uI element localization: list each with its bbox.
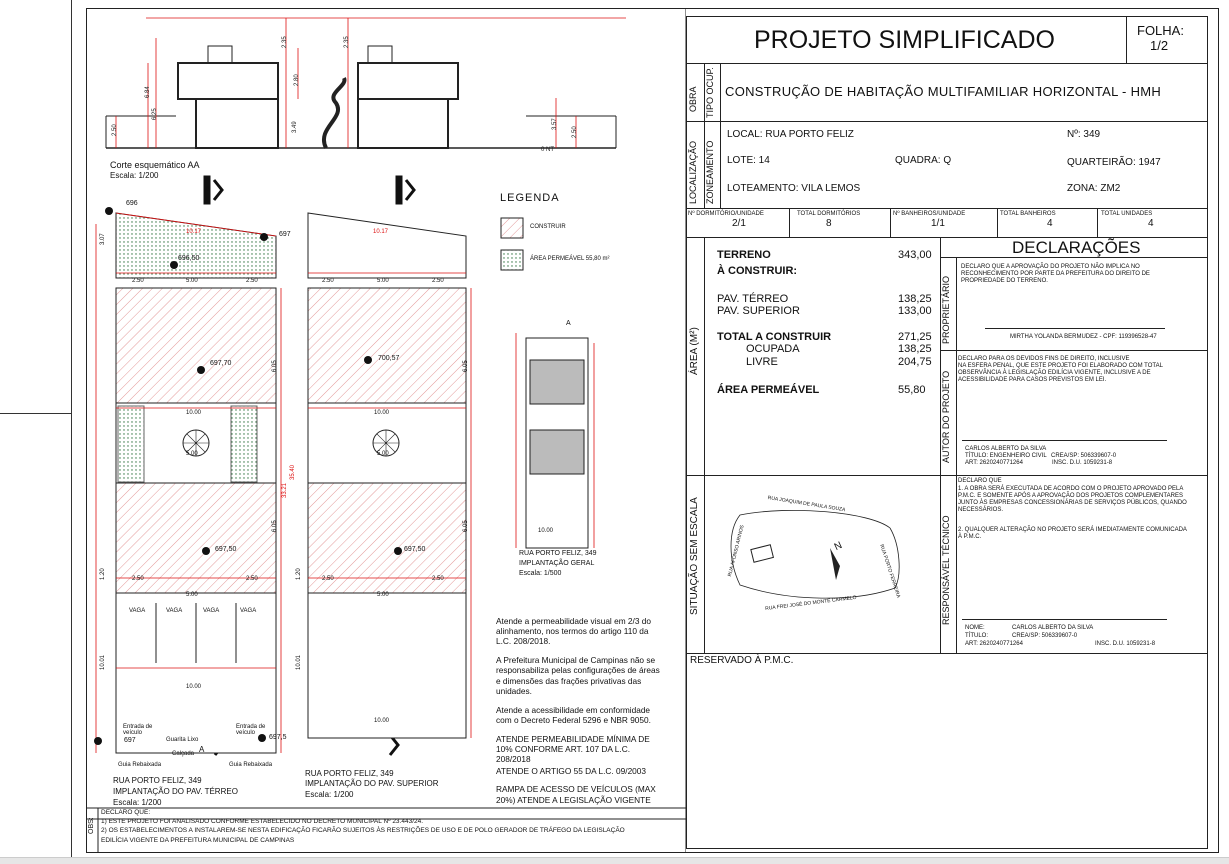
obs-line-3: EDILÍCIA VIGENTE DA PREFEITURA MUNICIPAL DE CAMPINAS [101, 837, 295, 844]
dim-1-20-a: 1.20 [100, 568, 106, 580]
declaracoes-side-divider [956, 257, 957, 653]
local-value: LOCAL: RUA PORTO FELIZ [727, 129, 854, 140]
dim-5-00-a: 5.00 [186, 278, 198, 284]
total-unid-label: TOTAL UNIDADES [1101, 211, 1153, 217]
ocupada-value: 138,25 [898, 343, 932, 355]
resp-titulo-label: TÍTULO: [965, 633, 989, 639]
level-700-57: 700,57 [378, 355, 400, 362]
dim-10-00-a: 10.00 [186, 410, 202, 416]
corte-title: Corte esquemático AA [110, 160, 200, 170]
dim-2-50-f: 2.50 [246, 576, 258, 582]
livre-label: LIVRE [746, 356, 778, 368]
dim-6-05-a: 6.05 [272, 360, 278, 372]
dorm-value: 2/1 [732, 218, 746, 229]
localizacao-label: LOCALIZAÇÃO [688, 140, 698, 204]
legend-swatch-construir [501, 218, 523, 238]
dim-2-50-c: 2.50 [322, 278, 334, 284]
folha-divider [1126, 16, 1127, 63]
section-drawing [106, 46, 616, 148]
superior-street: RUA PORTO FELIZ, 349 [305, 769, 394, 778]
street-left: RUA AFONSO ARINOS [727, 524, 746, 578]
total-banh-label: TOTAL BANHEIROS [1000, 211, 1056, 217]
resp-insc: INSC. D.U. 1059231-8 [1095, 641, 1156, 647]
dorm-label: Nº DORMITÓRIO/UNIDADE [688, 211, 764, 217]
autor-art: ART: 2620240771264 [965, 460, 1023, 466]
entrada-left: Entrada de veículo [123, 724, 153, 736]
dim-10-01-a: 10.01 [100, 654, 106, 670]
resp-text-3: P.M.C. E SOMENTE APÓS A APROVAÇÃO DOS PROJETOS COMPLEMENTARES [958, 493, 1183, 499]
dim-1-20-b: 1.20 [296, 568, 302, 580]
terreno-value: 343,00 [898, 249, 932, 261]
autor-insc: INSC. D.U. 1059231-8 [1052, 460, 1113, 466]
dim-33-21: 33.21 [282, 482, 288, 498]
autor-text-3: OBSERVÂNCIA À LEGISLAÇÃO EDILÍCIA VIGENTE, INCLUSIVE A DE [958, 370, 1151, 376]
entrada-right: Entrada de veículo [236, 724, 266, 736]
dim-5-00-c: 5.00 [186, 451, 198, 457]
note-5: ATENDE O ARTIGO 55 DA L.C. 09/2003 [496, 766, 647, 777]
terreno-label: TERRENO [717, 249, 771, 261]
dim-10-00-c: 10.00 [186, 684, 202, 690]
legend-construir-label: CONSTRUIR [530, 224, 566, 230]
dim-5-00-d: 5.00 [377, 451, 389, 457]
level-697: 697 [279, 231, 291, 238]
note-3: Atende a acessibilidade em conformidade com o Decreto Federal 5296 e NBR 9050. [496, 704, 651, 725]
guarita-label: Guarita Lixo [166, 737, 199, 743]
resp-text-7: À P.M.C. [958, 534, 982, 540]
ocupada-label: OCUPADA [746, 343, 800, 355]
sheet-left-margin-line [71, 0, 72, 858]
resp-label: RESPONSÁVEL TÉCNICO [941, 515, 951, 625]
section-marker-a-2: A [396, 185, 402, 194]
autor-label: AUTOR DO PROJETO [941, 370, 951, 463]
dim-5-00-f: 5.00 [377, 592, 389, 598]
svg-text:3.49: 3.49 [292, 121, 298, 133]
svg-text:6.25: 6.25 [152, 108, 158, 120]
note-4: ATENDE PERMEABILIDADE MÍNIMA DE 10% CONFORME ART. 107 DA L.C. 208/2018 [496, 733, 650, 765]
north-label: N [832, 540, 845, 554]
terreo-street: RUA PORTO FELIZ, 349 [113, 776, 202, 785]
level-697-50-terreo: 697,50 [215, 546, 237, 553]
dim-6-05-c: 6.05 [463, 360, 469, 372]
obs-label: OBS: [88, 817, 95, 834]
level-697-5: 697,5 [269, 734, 287, 741]
dim-2-50-b: 2.50 [246, 278, 258, 284]
numero-value: Nº: 349 [1067, 129, 1101, 140]
superior-plan [308, 213, 471, 738]
superior-scale: Escala: 1/200 [305, 790, 354, 799]
geral-plan [516, 333, 594, 548]
situacao-side-divider [704, 475, 705, 653]
resp-art: ART: 2620240771264 [965, 641, 1023, 647]
folha-value: 1/2 [1150, 38, 1169, 53]
pav-terreo-value: 138,25 [898, 293, 932, 305]
dim-10-00-e: 10.00 [538, 528, 554, 534]
dim-6-05-d: 6.05 [463, 520, 469, 532]
resp-nome-label: NOME: [965, 625, 985, 631]
vaga-1: VAGA [129, 608, 146, 614]
guia-left: Guia Rebaixada [118, 762, 162, 768]
autor-crea: CREA/SP: 506339607-0 [1051, 453, 1117, 459]
obs-line-2: 2) OS ESTABELECIMENTOS A INSTALAREM-SE NESTA EDIFICAÇÃO FICARÃO SUJEITOS ÀS RESTRIÇÕES DE USO E DE POLO GERADOR DE TRÁFEGO DA LEGISLAÇÃO [101, 827, 625, 834]
street-top: RUA JOAQUIM DE PAULA SOUZA [767, 495, 846, 514]
pav-terreo-label: PAV. TÉRREO [717, 293, 789, 305]
street-right: RUA PORTO FERREIRA [878, 543, 902, 599]
dim-10-00-d: 10.00 [374, 718, 390, 724]
zoneamento-label: ZONEAMENTO [705, 140, 715, 204]
dim-2-50-a: 2.50 [132, 278, 144, 284]
total-dorm-value: 8 [826, 218, 832, 229]
level-696-50: 696,50 [178, 255, 200, 262]
prop-text-1: DECLARO QUE A APROVAÇÃO DO PROJETO NÃO IMPLICA NO [961, 264, 1140, 270]
dim-2-50-h: 2.50 [432, 576, 444, 582]
section-marker-a-3: A [199, 745, 205, 754]
svg-text:6.84: 6.84 [145, 86, 151, 98]
declaracoes-title: DECLARAÇÕES [1012, 238, 1141, 257]
dim-5-00-b: 5.00 [377, 278, 389, 284]
dim-2-50-d: 2.50 [432, 278, 444, 284]
autor-text-2: NA ESFERA PENAL, QUE ESTE PROJETO FOI ELABORADO COM TOTAL [958, 363, 1163, 369]
level-697-bottom: 697 [124, 737, 136, 744]
units-div-3 [997, 208, 998, 237]
total-construir-value: 271,25 [898, 331, 932, 343]
autor-name: CARLOS ALBERTO DA SILVA [965, 446, 1047, 452]
svg-text:2.35: 2.35 [282, 36, 288, 48]
svg-text:2.50: 2.50 [112, 124, 118, 136]
notes-block [496, 616, 666, 805]
total-dorm-label: TOTAL DORMITÓRIOS [797, 211, 861, 217]
resp-text-6: 2. QUALQUER ALTERAÇÃO NO PROJETO SERÁ IMEDIATAMENTE COMUNICADA [958, 527, 1187, 533]
svg-text:0 NT: 0 NT [541, 147, 555, 153]
loteamento-value: LOTEAMENTO: VILA LEMOS [727, 183, 861, 194]
legend-swatch-permeavel [501, 250, 523, 270]
area-side-label: ÁREA (M²) [689, 327, 700, 375]
a-construir-label: À CONSTRUIR: [717, 265, 798, 277]
dim-10-17-sup: 10.17 [373, 229, 389, 235]
section-labels [112, 36, 578, 153]
dim-10-00-b: 10.00 [374, 410, 390, 416]
permeavel-label: ÁREA PERMEÁVEL [717, 384, 820, 396]
prop-text-3: PROPRIEDADE DO TERRENO. [961, 278, 1048, 284]
sheet-left-margin-tick [0, 413, 71, 414]
permeavel-value: 55,80 [898, 384, 926, 396]
autor-titulo: TÍTULO: ENGENHEIRO CIVIL [965, 453, 1047, 459]
autor-text-4: ACESSIBILIDADE PARA CASOS PREVISTOS EM LEI. [958, 377, 1107, 383]
terreo-title: IMPLANTAÇÃO DO PAV. TÉRREO [113, 787, 238, 796]
geral-scale: Escala: 1/500 [519, 570, 562, 577]
line-under-proprietario [940, 350, 1208, 351]
section-marker-a-4: A [566, 320, 571, 327]
resp-text-5: NECESSÁRIOS. [958, 507, 1004, 513]
guia-right: Guia Rebaixada [229, 762, 273, 768]
line-under-declaracoes [940, 257, 1208, 258]
line-under-autor [686, 475, 1208, 476]
dim-2-50-g: 2.50 [322, 576, 334, 582]
obra-value: CONSTRUÇÃO DE HABITAÇÃO MULTIFAMILIAR HORIZONTAL - HMH [725, 84, 1162, 99]
svg-text:3.57: 3.57 [552, 118, 558, 130]
lote-value: LOTE: 14 [727, 155, 770, 166]
total-construir-label: TOTAL A CONSTRUIR [717, 331, 832, 343]
level-696: 696 [126, 200, 138, 207]
resp-text-1: DECLARO QUE [958, 478, 1002, 484]
dim-35-40: 35.40 [290, 464, 296, 480]
total-unid-value: 4 [1148, 218, 1154, 229]
note-2: A Prefeitura Municipal de Campinas não se responsabiliza pelas configurações de áreas e dimensões das frações privativas das unidades. [496, 655, 660, 696]
note-6: RAMPA DE ACESSO DE VEÍCULOS (MAX 20%) ATENDE A LEGISLAÇÃO VIGENTE [496, 784, 656, 805]
units-div-2 [890, 208, 891, 237]
situacao-label: SITUAÇÃO SEM ESCALA [689, 497, 700, 615]
prop-sign: MIRTHA YOLANDA BERMUDEZ - CPF: 119396528-47 [1010, 334, 1157, 340]
proprietario-label: PROPRIETÁRIO [941, 275, 951, 344]
zona-value: ZONA: ZM2 [1067, 183, 1121, 194]
terreo-scale: Escala: 1/200 [113, 798, 162, 807]
section-marker-a: A [205, 185, 211, 194]
obs-declaro: DECLARO QUE: [101, 809, 151, 816]
section-dimensions [116, 18, 626, 148]
resp-crea: CREA/SP: 506339607-0 [1012, 633, 1078, 639]
dim-10-01-b: 10.01 [296, 654, 302, 670]
dim-10-17: 10.17 [186, 229, 202, 235]
units-div-1 [789, 208, 790, 237]
svg-text:2.35: 2.35 [344, 36, 350, 48]
corte-scale: Escala: 1/200 [110, 171, 159, 180]
vaga-4: VAGA [240, 608, 257, 614]
svg-text:2.50: 2.50 [572, 126, 578, 138]
line-under-title [686, 63, 1208, 64]
resp-text-2: 1. A OBRA SERÁ EXECUTADA DE ACORDO COM O PROJETO APROVADO PELA [958, 486, 1184, 492]
street-bottom: RUA FREI JOSÉ DO MONTE CARMELO [764, 594, 857, 612]
dim-2-50-e: 2.50 [132, 576, 144, 582]
resp-sign-line [962, 619, 1167, 620]
calcada-label: Calçada [172, 751, 195, 757]
tipo-ocup-label: TIPO OCUP. [705, 67, 715, 118]
level-697-50-superior: 697,50 [404, 546, 426, 553]
terreo-plan [96, 213, 281, 753]
quadra-value: QUADRA: Q [895, 155, 952, 166]
dim-6-05-b: 6.05 [272, 520, 278, 532]
autor-sign-line [962, 440, 1167, 441]
legend-permeavel-label: ÁREA PERMEÁVEL 55,80 m² [530, 256, 610, 262]
area-side-divider [704, 237, 705, 475]
obra-label: OBRA [688, 86, 698, 112]
geral-title: IMPLANTAÇÃO GERAL [519, 560, 595, 567]
banh-label: Nº BANHEIROS/UNIDADE [893, 211, 966, 217]
line-under-localizacao [686, 208, 1208, 209]
svg-text:2.80: 2.80 [294, 74, 300, 86]
folha-label: FOLHA: [1137, 23, 1184, 38]
quarteirao-value: QUARTEIRÃO: 1947 [1067, 157, 1161, 168]
pav-superior-value: 133,00 [898, 305, 932, 317]
line-under-obra [686, 121, 1208, 122]
note-1: Atende a permeabilidade visual em 2/3 do alinhamento, nos termos do artigo 110 da L.C. 208/2018. [496, 616, 651, 647]
pav-superior-label: PAV. SUPERIOR [717, 305, 800, 317]
superior-title: IMPLANTAÇÃO DO PAV. SUPERIOR [305, 779, 439, 788]
obs-line-1: 1) ESTE PROJETO FOI ANALISADO CONFORME ESTABELECIDO NO DECRETO MUNICIPAL Nº 23.443/24. [101, 818, 424, 825]
legend-title: LEGENDA [500, 192, 560, 204]
resp-text-4: JUNTO ÀS EMPRESAS CONCESSIONÁRIAS DE SERVIÇOS PÚBLICOS, QUANDO [958, 500, 1187, 506]
prop-sign-line [985, 328, 1165, 329]
dim-3-07: 3.07 [100, 233, 106, 245]
units-div-4 [1097, 208, 1098, 237]
level-697-70: 697,70 [210, 360, 232, 367]
livre-value: 204,75 [898, 356, 932, 368]
vaga-2: VAGA [166, 608, 183, 614]
banh-value: 1/1 [931, 218, 945, 229]
obra-side-divider-2 [720, 63, 721, 208]
autor-text-1: DECLARO PARA OS DEVIDOS FINS DE DIREITO, INCLUSIVE [958, 356, 1130, 362]
total-banh-value: 4 [1047, 218, 1053, 229]
line-under-situacao [686, 653, 1208, 654]
dim-5-00-e: 5.00 [186, 592, 198, 598]
reservado-label: RESERVADO À P.M.C. [690, 655, 794, 666]
vaga-3: VAGA [203, 608, 220, 614]
project-title: PROJETO SIMPLIFICADO [754, 26, 1055, 54]
prop-text-2: RECONHECIMENTO POR PARTE DA PREFEITURA DO DIREITO DE [961, 271, 1150, 277]
resp-nome: CARLOS ALBERTO DA SILVA [1012, 625, 1094, 631]
geral-street: RUA PORTO FELIZ, 349 [519, 550, 597, 557]
